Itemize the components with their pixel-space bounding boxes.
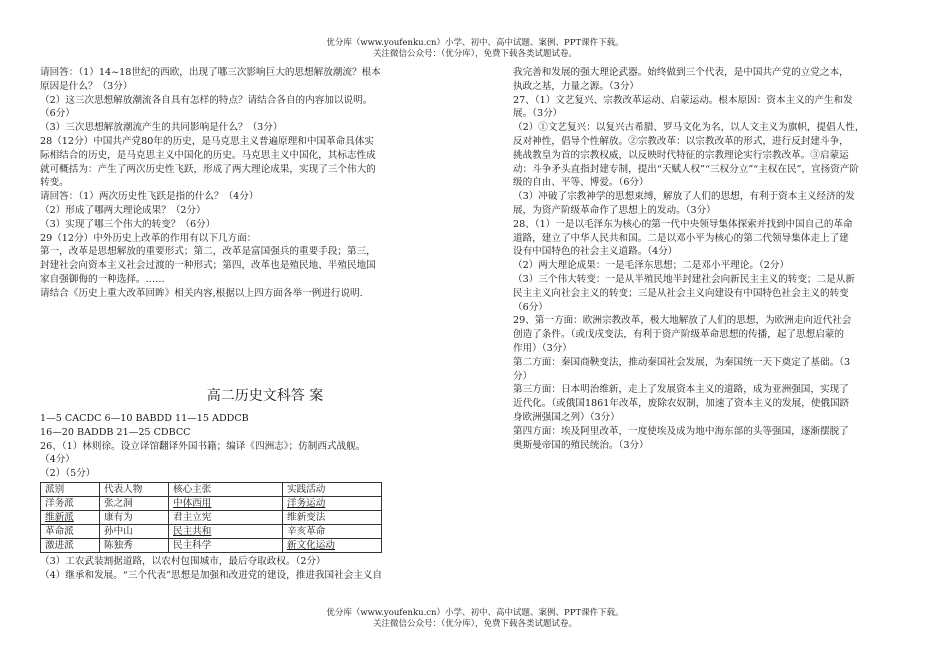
text-line: （2）形成了哪两大理论成果？（2分） bbox=[40, 204, 206, 216]
text-line: （6分） bbox=[513, 301, 548, 313]
text-line: （3）三个伟大转变：一是从半殖民地半封建社会向新民主主义的转变；二是从新 bbox=[513, 273, 855, 285]
text-line: （2）两大理论成果：一是毛泽东思想；二是邓小平理论。（2分） bbox=[513, 260, 790, 272]
table-header-cell: 核心主张 bbox=[169, 482, 283, 496]
table-cell: 革命派 bbox=[41, 524, 100, 538]
text-line: 分） bbox=[513, 370, 533, 382]
text-line: 展，为资产阶级革命作了思想上的发动。（3分） bbox=[513, 204, 716, 216]
text-line: 原因是什么？（3分） bbox=[40, 80, 133, 92]
text-line: 民主主义向社会主义的转变；三是从社会主义向建设有中国特色社会主义的转变 bbox=[513, 287, 849, 299]
text-line: 第四方面：埃及阿里改革，一度使埃及成为地中海东部的头等强国，逐渐摆脱了 bbox=[513, 425, 849, 437]
text-line: 我完善和发展的强大理论武器。始终做到三个代表，是中国共产党的立党之本， bbox=[513, 67, 849, 78]
table-row bbox=[41, 538, 382, 552]
text-line: 29（12分）中外历史上改革的作用有以下几方面： bbox=[40, 232, 257, 244]
text-line: 道路，建立了中华人民共和国。二是以邓小平为核心的第二代领导集体走上了建 bbox=[513, 232, 849, 244]
text-line: 反对神性，倡导个性解放。②宗教改革：以宗教改革的形式，进行反封建斗争， bbox=[513, 135, 849, 147]
text-line: 作用）（3分） bbox=[513, 342, 572, 354]
table-cell: 陈独秀 bbox=[100, 538, 169, 552]
text-line: 执政之基，力量之源。（3分） bbox=[513, 80, 640, 92]
table-cell: 张之洞 bbox=[100, 496, 169, 510]
text-line: 动：斗争矛头直指封建专制，提出“天赋人权”“三权分立”“主权在民”，宣扬资产阶 bbox=[513, 163, 860, 175]
header-line-1: 优分库（www.youfenku.cn）小学、初中、高中试题、案例、PPT课件下载。 bbox=[326, 38, 624, 48]
header-line-2: 关注微信公众号：（优分库），免费下载各类试题试卷。 bbox=[372, 49, 577, 59]
footer-line-2: 关注微信公众号：（优分库），免费下载各类试题试卷。 bbox=[372, 619, 577, 629]
right-column-answers bbox=[513, 66, 918, 452]
table-cell: 民主共和 bbox=[169, 524, 283, 538]
left-column-questions bbox=[40, 66, 440, 301]
answer-26-1-score: （4分） bbox=[40, 454, 75, 466]
text-line: 28（12分）中国共产党80年的历史，是马克思主义普遍原理和中国革命具体实 bbox=[40, 135, 375, 147]
table-cell: 洋务派 bbox=[41, 496, 100, 510]
footer-line-1: 优分库（www.youfenku.cn）小学、初中、高中试题、案例、PPT课件下载。 bbox=[326, 608, 624, 618]
table-row bbox=[41, 496, 382, 510]
text-line: （2）①文艺复兴：以复兴古希腊、罗马文化为名，以人文主义为旗帜，提倡人性， bbox=[513, 122, 865, 134]
table-cell: 辛亥革命 bbox=[283, 524, 382, 538]
mc-answers-2: 16—20 BADDB 21—25 CDBCC bbox=[40, 426, 191, 438]
text-line: （3）三次思想解放潮流产生的共同影响是什么？（3分） bbox=[40, 122, 283, 134]
text-line: 第三方面：日本明治维新，走上了发展资本主义的道路，成为亚洲强国，实现了 bbox=[513, 384, 849, 396]
table-header-cell: 实践活动 bbox=[283, 482, 382, 496]
table-cell: 孙中山 bbox=[100, 524, 169, 538]
text-line: （6分） bbox=[40, 108, 75, 120]
text-line: 请结合《历史上重大改革回眸》相关内容,根据以上四方面各举一例进行说明. bbox=[40, 287, 363, 299]
table-row bbox=[41, 524, 382, 538]
table-header-cell: 派别 bbox=[41, 482, 100, 496]
answer-table bbox=[40, 482, 382, 553]
table-header-cell: 代表人物 bbox=[100, 482, 169, 496]
mc-answers-1: 1—5 CACDC 6—10 BABDD 11—15 ADDCB bbox=[40, 413, 249, 424]
table-cell: 洋务运动 bbox=[283, 496, 382, 510]
table-cell: 维新派 bbox=[41, 510, 100, 524]
table-cell: 中体西用 bbox=[169, 496, 283, 510]
text-line: 请回答：（1）两次历史性飞跃是指的什么？（4分） bbox=[40, 191, 259, 203]
text-line: 转变。 bbox=[40, 177, 69, 189]
table-cell: 民主科学 bbox=[169, 538, 283, 552]
text-line: 挑战教皇为首的宗教权威，以反映时代特征的宗教理论实行宗教改革。③启蒙运 bbox=[513, 149, 849, 161]
answer-26-2: （2）（5分） bbox=[40, 468, 96, 480]
table-cell: 新文化运动 bbox=[283, 538, 382, 552]
table-header-row bbox=[41, 482, 382, 496]
text-line: 封建社会向资本主义社会过渡的一种形式；第四，改革也是殖民地、半殖民地国 bbox=[40, 260, 376, 272]
text-line: 创造了条件。（或戊戌变法，有利于资产阶级革命思想的传播，起了思想启蒙的 bbox=[513, 329, 844, 341]
table-cell: 激进派 bbox=[41, 538, 100, 552]
text-line: 第二方面：秦国商鞅变法，推动秦国社会发展，为秦国统一天下奠定了基础。（3 bbox=[513, 356, 851, 368]
text-line: 请回答：（1）14~18世纪的西欧，出现了哪三次影响巨大的思想解放潮流？根本 bbox=[40, 67, 381, 78]
page-footer bbox=[0, 608, 950, 630]
text-line: 27、（1）文艺复兴、宗教改革运动、启蒙运动。根本原因：资本主义的产生和发 bbox=[513, 94, 853, 106]
text-line: 设有中国特色的社会主义道路。（4分） bbox=[513, 246, 678, 258]
text-line: 际相结合的历史，是马克思主义中国化的历史。马克思主义中国化，其标志性成 bbox=[40, 149, 376, 161]
answer-26-3: （3）工农武装割据道路，以农村包围城市，最后夺取政权。（2分） bbox=[40, 555, 326, 567]
text-line: 奥斯曼帝国的殖民统治。（3分） bbox=[513, 439, 649, 451]
text-line: 近代化。（或俄国1861年改革，废除农奴制，加速了资本主义的发展，使俄国跻 bbox=[513, 398, 850, 410]
text-line: （3）实现了哪三个伟大的转变？（6分） bbox=[40, 218, 216, 230]
table-cell: 康有为 bbox=[100, 510, 169, 524]
table-row bbox=[41, 510, 382, 524]
text-line: 级的自由、平等、博爱。（6分） bbox=[513, 177, 649, 189]
text-line: 29、第一方面：欧洲宗教改革，极大地解放了人们的思想，为欧洲走向近代社会 bbox=[513, 315, 852, 327]
page-header bbox=[0, 38, 950, 60]
answer-section bbox=[40, 386, 450, 583]
table-cell: 君主立宪 bbox=[169, 510, 283, 524]
text-line: 家自强御侮的一种选择。…… bbox=[40, 273, 165, 285]
text-line: 28、（1）一是以毛泽东为核心的第一代中央领导集体探索并找到中国自己的革命 bbox=[513, 218, 853, 230]
text-line: 第一，改革是思想解放的重要形式；第二，改革是富国强兵的重要手段；第三， bbox=[40, 246, 376, 258]
text-line: 就可概括为：产生了两次历史性飞跃，形成了两大理论成果，实现了三个伟大的 bbox=[40, 163, 376, 175]
text-line: （2）这三次思想解放潮流各自具有怎样的特点？请结合各自的内容加以说明。 bbox=[40, 94, 373, 106]
answer-26-1: 26、（1）林则徐。设立译馆翻译外国书籍；编译《四洲志》；仿制西式战舰。 bbox=[40, 440, 366, 452]
text-line: （3）冲破了宗教神学的思想束缚，解放了人们的思想，有利于资本主义经济的发 bbox=[513, 191, 855, 203]
table-cell: 维新变法 bbox=[283, 510, 382, 524]
text-line: 展。（3分） bbox=[513, 108, 563, 120]
answer-title: 高二历史文科答 案 bbox=[206, 388, 324, 404]
text-line: 身欧洲强国之列）（3分） bbox=[513, 411, 620, 423]
answer-26-4: （4）继承和发展。“三个代表”思想是加强和改进党的建设，推进我国社会主义自 bbox=[40, 569, 383, 581]
